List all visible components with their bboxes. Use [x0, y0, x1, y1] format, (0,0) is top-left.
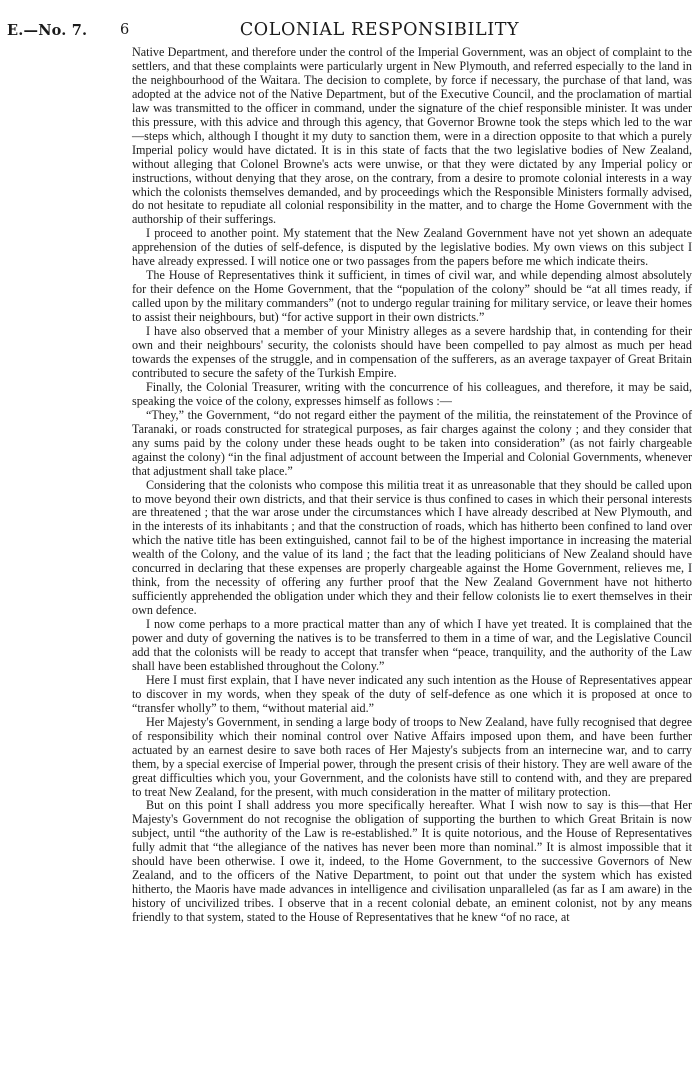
paragraph: Native Department, and therefore under the control of the Imperial Government, was an object of complaint to the settlers, and that these complaints were particularly urgent in New Plymouth, and referred especially to the land in the neighbourhood of the Waitara. The decision to complete, by force if necessary, the purchase of that land, was adopted at the advice not of the Native Department, but of the Executive Council, and the proclamation of martial law was transmitted to the officer in command, under the signature of the chief responsible minister. It was under this pressure, with this advice and through this agency, that Governor Browne took the steps which led to the war—steps which, although I thought it my duty to sanction them, were in a direction opposite to that which a purely Imperial policy would have dictated. It is in this state of facts that the two legislative bodies of New Zealand, without alleging that Colonel Browne's acts were unwise, or that they were dictated by any Imperial policy or instructions, without denying that they arose, on the contrary, from a desire to promote colonial interests in a way which the colonists themselves demanded, and by proceedings which the Responsible Ministers formally advised, do not hesitate to repudiate all colonial responsibility in the matter, and to charge the Home Government with the authorship of their sufferings.	[132, 45, 692, 227]
page-number: 6	[120, 22, 130, 38]
paragraph: Here I must first explain, that I have never indicated any such intention as the House of Representatives appear to discover in my words, when they speak of the duty of self-defence as one which it is proposed at once to “transfer wholly” to them, “without material aid.”	[132, 672, 692, 715]
paragraph: I have also observed that a member of your Ministry alleges as a severe hardship that, in contending for their own and their neighbours' security, the colonists should have been compelled to pay almost as much per head towards the expenses of the struggle, and in compensation of the sufferers, as an average taxpayer of Great Britain contributed to secure the safety of the Turkish Empire.	[132, 324, 692, 380]
body-text	[132, 46, 692, 1067]
paragraph: Her Majesty's Government, in sending a large body of troops to New Zealand, have fully recognised that degree of responsibility which their nominal control over Native Affairs imposed upon them, and have been further actuated by an earnest desire to save both races of Her Majesty's subjects from an internecine war, and to carry them, by a special exercise of Imperial power, through the present crisis of their history. They are well aware of the great difficulties which you, your Government, and the colonists have still to contend with, and they are prepared to treat New Zealand, for the present, with much consideration in the matter of military protection.	[132, 714, 692, 799]
paragraph: Considering that the colonists who compose this militia treat it as unreasonable that they should be called upon to move beyond their own districts, and that their service is thus confined to cases in which their personal interests are threatened ; that the war arose under the circumstances which I have already described at New Plymouth, and in the interests of its inhabitants ; and that the construction of roads, which has hitherto been confined to land over which the native title has been extinguished, cannot fail to be of the highest importance in increasing the material wealth of the Colony, and the value of its land ; the fact that the leading politicians of New Zealand should have concurred in declaring that these expenses are properly chargeable against the Home Government, relieves me, I think, from the necessity of offering any further proof that the New Zealand Government have not hitherto sufficiently apprehended the obligation under which they and their fellow colonists lie to exert themselves in their own defence.	[132, 477, 692, 618]
page-header	[7, 16, 692, 42]
paragraph: But on this point I shall address you more specifically hereafter. What I wish now to say is this—that Her Majesty's Government do not recognise the obligation of supporting the burthen to which Great Britain is now subject, until “the authority of the Law is re-established.” It is quite notorious, and the House of Representatives fully admit that “the allegiance of the natives has never been more than nominal.” It is almost impossible that it should have been otherwise. I owe it, indeed, to the Home Government, to the successive Governors of New Zealand, and to the officers of the Native Department, to point out that under the system which has existed hitherto, the Maoris have made advances in intelligence and civilisation unparalleled (as far as I am aware) in the history of uncivilized tribes. I observe that in a recent colonial debate, an eminent colonist, not by any means friendly to that system, stated to the House of Representatives that he knew “of no race, at	[132, 798, 692, 925]
page-title: COLONIAL RESPONSIBILITY	[239, 20, 520, 40]
document-id: E.—No. 7.	[7, 22, 88, 39]
paragraph: I now come perhaps to a more practical matter than any of which I have yet treated. It is complained that the power and duty of governing the natives is to be transferred to them in a time of war, and the Legislative Council add that the colonists will be ready to accept that transfer when “peace, tranquility, and the authority of the Law shall have been established throughout the Colony.”	[132, 617, 692, 673]
paragraph: I proceed to another point. My statement that the New Zealand Government have not yet shown an adequate apprehension of the duties of self-defence, is disputed by the legislative bodies. My own views on this subject I have already expressed. I will notice one or two passages from the papers before me which indicate theirs.	[132, 226, 692, 269]
quotation-paragraph: “They,” the Government, “do not regard either the payment of the militia, the reinstatement of the Province of Taranaki, or roads constructed for strategical purposes, as fair charges against the colony ; and they consider that any sums paid by the colony under these heads ought to be taken into consideration” (as not fairly chargeable against the colony) “in the final adjustment of account between the Imperial and Colonial Governments, whenever that adjustment shall take place.”	[132, 407, 692, 478]
paragraph: The House of Representatives think it sufficient, in times of civil war, and while depending almost absolutely for their defence on the Home Government, that the “population of the colony” should be “at all times ready, if called upon by the military commanders” (not to undergo regular training for military service, or leave their homes to assist their neighbours, but) “for active support in their own districts.”	[132, 268, 692, 325]
paragraph: Finally, the Colonial Treasurer, writing with the concurrence of his colleagues, and therefore, it may be said, speaking the voice of the colony, expresses himself as follows :—	[132, 379, 692, 408]
